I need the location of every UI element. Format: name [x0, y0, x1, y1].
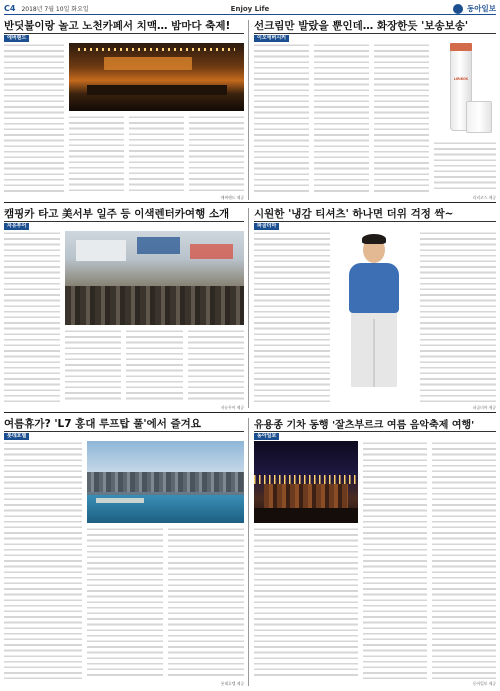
body-text	[254, 231, 330, 403]
body-text	[188, 329, 244, 403]
body-text	[4, 231, 60, 403]
body-text	[420, 231, 496, 403]
body-text	[65, 329, 121, 403]
section-title: Enjoy Life	[230, 4, 270, 13]
product-column	[434, 43, 496, 193]
article-headline[interactable]: 여름휴가? 'L7 홍대 루프탑 풀'에서 즐겨요	[4, 418, 201, 430]
article-tag: 에버랜드	[4, 35, 29, 42]
article-salzburg-festival	[254, 416, 496, 688]
article-body	[254, 231, 496, 403]
article-headline[interactable]: 시원한 '냉감 티셔츠' 하나면 더위 걱정 싹~	[254, 208, 454, 220]
paper-brand	[453, 3, 496, 14]
body-subcolumns	[87, 527, 244, 677]
rooftop-pool-photo	[87, 441, 244, 523]
paper-name: 동아일보	[467, 4, 496, 13]
body-subcolumns	[65, 329, 244, 403]
body-text	[432, 441, 496, 679]
body-column	[4, 43, 64, 193]
article-body	[254, 43, 496, 193]
article-headline[interactable]: 선크림만 발랐을 뿐인데… 화장한듯 '보송보송'	[254, 20, 469, 32]
body-column	[254, 441, 358, 679]
column-divider	[248, 208, 249, 408]
body-text	[363, 441, 427, 679]
body-text	[129, 115, 184, 193]
sunscreen-product-photo	[434, 43, 496, 139]
article-body	[254, 441, 496, 679]
byline-row	[4, 432, 244, 441]
article-body	[4, 43, 244, 193]
body-text	[69, 115, 124, 193]
model-photo-column	[335, 231, 415, 403]
article-tag: 파골더마	[254, 223, 279, 230]
photo-credit: 롯데호텔 제공	[220, 681, 244, 686]
article-body	[4, 441, 244, 679]
article-cooling-tshirt	[254, 206, 496, 410]
festival-night-photo	[69, 43, 244, 111]
article-tag: 동아일보	[254, 433, 279, 440]
article-headline[interactable]: 유용종 기차 동행 '잘츠부르크 여름 음악축제 여행'	[254, 420, 475, 431]
photo-credit: 동아일보 제공	[472, 681, 496, 686]
masthead	[4, 3, 496, 15]
byline-row	[254, 432, 496, 441]
column-divider	[248, 418, 249, 686]
salzburg-night-photo	[254, 441, 358, 523]
body-column	[65, 231, 244, 403]
byline-row	[4, 34, 244, 43]
photo-credit: 에버랜드 제공	[220, 195, 244, 200]
article-sunscreen	[254, 18, 496, 200]
fair-booth-photo	[65, 231, 244, 325]
issue-date: 2018년 7월 10일 화요일	[21, 6, 89, 13]
body-text	[374, 43, 429, 193]
article-evernight	[4, 18, 244, 200]
column-divider	[248, 20, 249, 200]
body-text	[87, 527, 163, 677]
body-text	[254, 527, 358, 677]
byline-row	[254, 222, 496, 231]
body-text	[434, 141, 496, 193]
product-label: LIRIKOS	[453, 77, 469, 81]
body-subcolumns	[69, 115, 244, 193]
article-body	[4, 231, 244, 403]
body-text	[126, 329, 182, 403]
paper-logo-icon	[453, 4, 463, 14]
article-rooftop-pool	[4, 416, 244, 688]
photo-credit: 파골더마 제공	[472, 405, 496, 410]
article-headline[interactable]: 반딧불이랑 놀고 노천카페서 치맥… 밤마다 축제!	[4, 20, 231, 32]
model-photo	[335, 231, 415, 391]
page-number: C4	[4, 4, 16, 13]
body-text	[4, 43, 64, 193]
body-text	[4, 441, 82, 679]
photo-credit: 리리코스 제공	[472, 195, 496, 200]
body-text	[254, 43, 309, 193]
byline-row	[254, 34, 496, 43]
article-headline[interactable]: 캠핑카 타고 美서부 일주 등 이색렌터카여행 소개	[4, 208, 230, 220]
article-rentacar	[4, 206, 244, 410]
body-text	[168, 527, 244, 677]
photo-credit: 자유투어 제공	[220, 405, 244, 410]
section-rule	[4, 202, 496, 203]
body-column	[69, 43, 244, 193]
body-column	[87, 441, 244, 679]
section-rule	[4, 412, 496, 413]
body-text	[314, 43, 369, 193]
article-tag: 자유투어	[4, 223, 29, 230]
article-tag: 롯데호텔	[4, 433, 29, 440]
article-tag: 이오에버시커	[254, 35, 289, 42]
body-text	[189, 115, 244, 193]
byline-row	[4, 222, 244, 231]
